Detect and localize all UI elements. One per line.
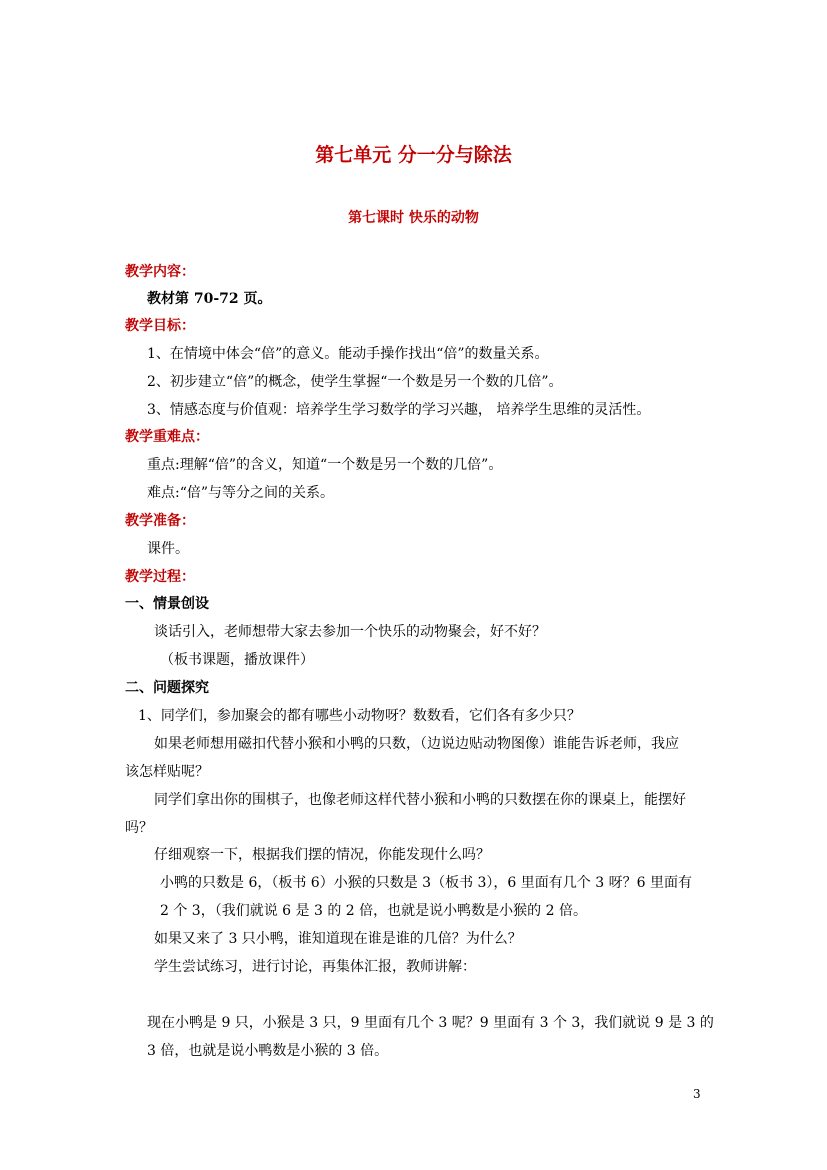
body-text: 现在小鸭是 9 只，小猴是 3 只，9 里面有几个 3 呢？9 里面有 3 个 3，我们就说 9 是 3 的 <box>147 1015 714 1031</box>
body-text: 同学们拿出你的围棋子，也像老师这样代替小猴和小鸭的只数摆在你的课桌上，能摆好 <box>154 792 686 808</box>
process-note: （板书课题，播放课件） <box>160 652 314 668</box>
goal-item: 3、情感态度与价值观：培养学生学习数学的学习兴趣， 培养学生思维的灵活性。 <box>147 402 651 418</box>
body-text: 学生尝试练习，进行讨论，再集体汇报，教师讲解： <box>154 959 476 975</box>
document-title: 第七单元 分一分与除法 <box>315 144 512 166</box>
lesson-subtitle: 第七课时 快乐的动物 <box>348 210 479 226</box>
goal-item: 1、在情境中体会“倍”的意义。能动手操作找出“倍”的数量关系。 <box>147 346 549 362</box>
key-point-text: 重点:理解“倍”的含义，知道“一个数是另一个数的几倍”。 <box>147 457 503 473</box>
question-text: 1、同学们，参加聚会的都有哪些小动物呀？数数看，它们各有多少只？ <box>138 708 581 724</box>
difficulty-text: 难点:“倍”与等分之间的关系。 <box>147 485 335 501</box>
body-text: 如果老师想用磁扣代替小猴和小鸭的只数，（边说边贴动物图像）谁能告诉老师，我应 <box>154 736 679 752</box>
section-heading-preparation: 教学准备： <box>125 513 195 529</box>
goal-item: 2、初步建立“倍”的概念，使学生掌握“一个数是另一个数的几倍”。 <box>147 374 563 390</box>
body-text: 仔细观察一下，根据我们摆的情况，你能发现什么吗？ <box>154 847 490 863</box>
section-heading-key-points: 教学重难点： <box>125 429 209 445</box>
process-text: 谈话引入，老师想带大家去参加一个快乐的动物聚会，好不好？ <box>154 624 546 640</box>
process-step-heading: 二、问题探究 <box>125 680 209 696</box>
preparation-text: 课件。 <box>147 541 189 557</box>
content-text: 教材第 70-72 页。 <box>147 291 272 307</box>
section-heading-process: 教学过程： <box>125 569 195 585</box>
body-text: 小鸭的只数是 6，（板书 6）小猴的只数是 3（板书 3），6 里面有几个 3 呀？6 里面有 <box>160 875 692 891</box>
body-text-continued: 2 个 3，（我们就说 6 是 3 的 2 倍，也就是说小鸭数是小猴的 2 倍。 <box>160 903 587 919</box>
body-text: 如果又来了 3 只小鸭，谁知道现在谁是谁的几倍？为什么？ <box>154 931 522 947</box>
section-heading-content: 教学内容： <box>125 264 195 280</box>
body-text-continued: 3 倍，也就是说小鸭数是小猴的 3 倍。 <box>147 1043 389 1059</box>
process-step-heading: 一、情景创设 <box>125 596 209 612</box>
body-text-continued: 该怎样贴呢？ <box>125 764 209 780</box>
body-text-continued: 吗？ <box>125 820 153 836</box>
page-number: 3 <box>693 1087 701 1101</box>
section-heading-goals: 教学目标： <box>125 318 195 334</box>
